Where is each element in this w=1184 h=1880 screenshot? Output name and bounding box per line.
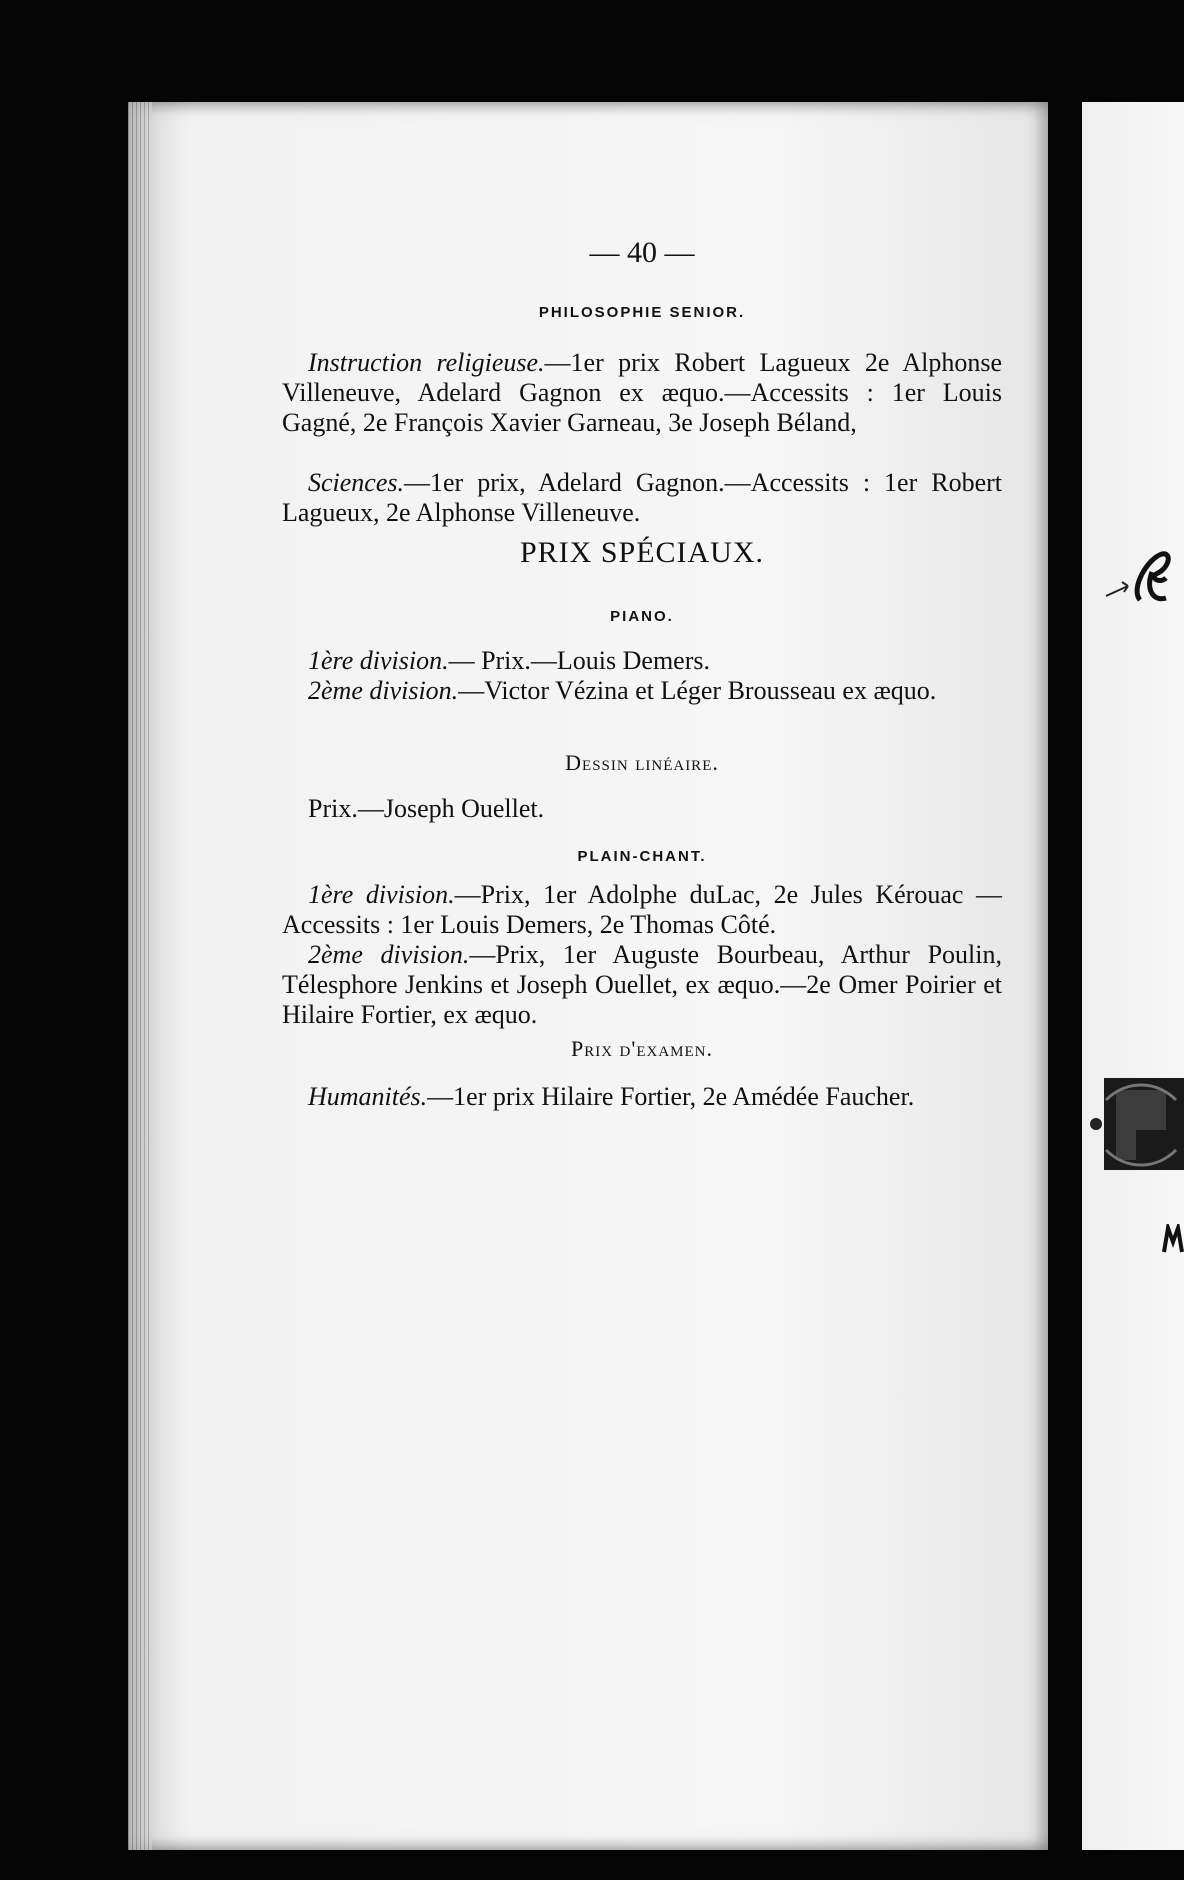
- decorated-initial-icon: [1086, 1070, 1184, 1178]
- paragraph-sciences: [282, 468, 1002, 528]
- heading-dessin: Dessin linéaire.: [565, 750, 719, 775]
- label-plain-chant-2: 2ème division.: [308, 940, 470, 969]
- page-number: — 40 —: [589, 236, 695, 269]
- label-instruction: Instruction religieuse.: [308, 348, 545, 377]
- text-piano-1: — Prix.—Louis Demers.: [448, 646, 710, 675]
- paragraph-piano-1: [282, 646, 1002, 676]
- calligraphic-ornament-icon: [1100, 548, 1184, 608]
- initial-fragment-icon: [1162, 1224, 1184, 1254]
- label-humanites: Humanités.: [308, 1082, 428, 1111]
- text-piano-2: —Victor Vézina et Léger Brousseau ex æquo.: [458, 676, 937, 705]
- paragraph-piano-2: [282, 676, 1002, 706]
- heading-piano: PIANO.: [610, 608, 674, 625]
- section-heading-philosophie: PHILOSOPHIE SENIOR.: [538, 304, 746, 321]
- text-instruction: —1er prix Robert Lagueux 2e Alphonse Villeneuve, Adelard Gagnon ex æquo.—Accessits : 1er Louis Gagné, 2e François Xavier Garneau, 3e Joseph Béland,: [282, 348, 1002, 437]
- text-plain-chant-1: —Prix, 1er Adolphe duLac, 2e Jules Kérouac —Accessits : 1er Louis Demers, 2e Thomas Côté.: [282, 880, 1003, 939]
- paragraph-instruction: [282, 348, 1002, 438]
- text-plain-chant-2: —Prix, 1er Auguste Bourbeau, Arthur Poulin, Télesphore Jenkins et Joseph Ouellet, ex æquo.—2e Omer Poirier et Hilaire Fortier, ex æquo.: [282, 940, 1002, 1029]
- heading-plain-chant: PLAIN-CHANT.: [577, 848, 707, 865]
- paragraph-humanites: [282, 1082, 1002, 1112]
- heading-prix-examen: Prix d'examen.: [570, 1036, 714, 1061]
- text-sciences: —1er prix, Adelard Gagnon.—Accessits : 1er Robert Lagueux, 2e Alphonse Villeneuve.: [282, 468, 1002, 527]
- label-sciences: Sciences.: [308, 468, 405, 497]
- facing-page-edge: [1082, 102, 1184, 1850]
- text-humanites: —1er prix Hilaire Fortier, 2e Amédée Faucher.: [427, 1082, 915, 1111]
- paragraph-plain-chant-2: [282, 940, 1002, 1030]
- label-piano-2: 2ème division.: [308, 676, 459, 705]
- paragraph-dessin: Prix.—Joseph Ouellet.: [308, 794, 545, 823]
- label-piano-1: 1ère division.: [308, 646, 449, 675]
- paragraph-plain-chant-1: [282, 880, 1002, 940]
- label-plain-chant-1: 1ère division.: [308, 880, 455, 909]
- heading-prix-speciaux: PRIX SPÉCIAUX.: [519, 536, 765, 569]
